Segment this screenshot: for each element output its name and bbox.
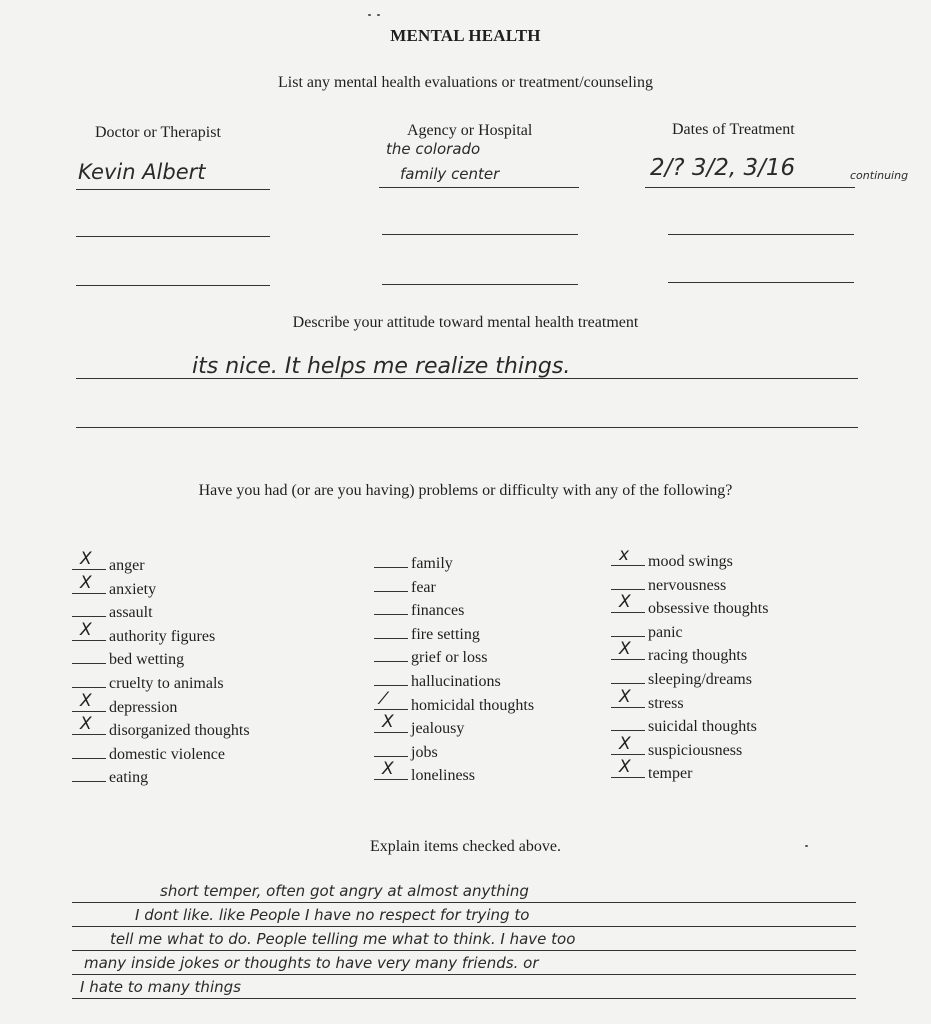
- agency-line-3: [382, 284, 578, 285]
- problem-label: domestic violence: [109, 745, 225, 763]
- checkbox-blank[interactable]: [611, 686, 645, 708]
- problem-label: anger: [109, 557, 145, 574]
- problem-label: racing thoughts: [648, 647, 748, 665]
- problem-label: assault: [109, 604, 153, 622]
- explain-line-5: [72, 998, 856, 999]
- problem-fear[interactable]: [374, 577, 436, 599]
- checkbox-blank[interactable]: [374, 577, 408, 592]
- problem-authority-figures[interactable]: [72, 619, 216, 648]
- attitude-line-1: [76, 378, 858, 379]
- checkbox-blank[interactable]: [374, 712, 408, 733]
- checkbox-blank[interactable]: [72, 714, 106, 735]
- check-mark: x: [619, 545, 630, 565]
- checkbox-blank[interactable]: [611, 716, 645, 731]
- problem-label: family: [411, 555, 453, 572]
- checkbox-blank[interactable]: [611, 592, 645, 613]
- checkbox-blank[interactable]: [374, 671, 408, 686]
- checkbox-blank[interactable]: [611, 639, 645, 660]
- explain-text-1: short temper, often got angry at almost anything: [160, 882, 529, 900]
- check-mark: X: [619, 757, 631, 778]
- problem-obsessive-thoughts[interactable]: [611, 592, 769, 620]
- evaluations-prompt: List any mental health evaluations or treatment/counseling: [278, 74, 653, 91]
- checkbox-blank[interactable]: [72, 690, 106, 712]
- scan-speck: [805, 845, 808, 847]
- agency-column-header: Agency or Hospital: [407, 122, 533, 139]
- check-mark: X: [382, 759, 394, 780]
- explain-line-1: [72, 902, 856, 903]
- attitude-answer: its nice. It helps me realize things.: [192, 354, 571, 379]
- check-mark: X: [80, 690, 92, 711]
- explain-line-3: [72, 950, 856, 951]
- problem-label: loneliness: [411, 767, 475, 785]
- agency-entry-line1: the colorado: [386, 140, 481, 158]
- checkbox-blank[interactable]: [72, 649, 106, 664]
- doctor-column-header: Doctor or Therapist: [95, 124, 221, 141]
- problem-label: sleeping/dreams: [648, 671, 752, 688]
- check-mark: X: [619, 639, 631, 660]
- dates-column-header: Dates of Treatment: [672, 121, 795, 138]
- checkbox-blank[interactable]: [72, 602, 106, 617]
- explain-line-4: [72, 974, 856, 975]
- doctor-line-1: [76, 189, 270, 190]
- agency-line-2: [382, 234, 578, 235]
- explain-text-2: I dont like. like People I have no respect for trying to: [135, 906, 530, 924]
- problem-disorganized-thoughts[interactable]: [72, 714, 250, 742]
- problem-suicidal-thoughts[interactable]: [611, 716, 757, 738]
- problem-label: fire setting: [411, 625, 480, 643]
- explain-text-5: I hate to many things: [80, 978, 241, 996]
- doctor-line-2: [76, 236, 270, 237]
- problem-label: disorganized thoughts: [109, 722, 250, 740]
- problem-hallucinations[interactable]: [374, 671, 501, 693]
- checkbox-blank[interactable]: [72, 619, 106, 641]
- attitude-prompt: Describe your attitude toward mental health treatment: [292, 314, 639, 331]
- explain-text-4: many inside jokes or thoughts to have very many friends. or: [84, 954, 539, 972]
- check-mark: X: [619, 686, 631, 707]
- check-mark: X: [80, 572, 92, 593]
- problem-label: jobs: [411, 743, 438, 761]
- dates-entry: 2/? 3/2, 3/16: [650, 155, 796, 181]
- problem-stress[interactable]: [611, 686, 684, 715]
- problem-label: homicidal thoughts: [411, 696, 535, 714]
- checkbox-blank[interactable]: [72, 767, 106, 782]
- problem-label: suicidal thoughts: [648, 718, 757, 736]
- problem-label: finances: [411, 602, 465, 620]
- checkbox-blank[interactable]: [374, 647, 408, 662]
- problem-label: temper: [648, 765, 693, 783]
- problem-finances[interactable]: [374, 600, 464, 622]
- checkbox-blank[interactable]: [72, 744, 106, 759]
- problem-label: mood swings: [648, 553, 733, 570]
- problem-sleeping-dreams[interactable]: [611, 669, 752, 691]
- dates-line-1: [645, 187, 855, 188]
- explain-line-2: [72, 926, 856, 927]
- form-title: MENTAL HEALTH: [390, 26, 541, 45]
- check-mark: X: [80, 619, 92, 640]
- problems-prompt: Have you had (or are you having) problems or difficulty with any of the following?: [198, 482, 733, 499]
- problem-loneliness[interactable]: [374, 759, 475, 787]
- problem-grief-or-loss[interactable]: [374, 647, 487, 669]
- attitude-line-2: [76, 427, 858, 428]
- checkbox-blank[interactable]: [374, 688, 408, 710]
- checkbox-blank[interactable]: [72, 673, 106, 688]
- problem-label: anxiety: [109, 580, 157, 598]
- problem-label: jealousy: [411, 720, 465, 738]
- problem-jealousy[interactable]: [374, 712, 465, 740]
- problem-label: authority figures: [109, 627, 216, 645]
- checkbox-blank[interactable]: [374, 624, 408, 639]
- check-mark: X: [619, 592, 631, 613]
- checkbox-blank[interactable]: [374, 600, 408, 615]
- problem-label: stress: [648, 694, 684, 712]
- checkbox-blank[interactable]: [611, 757, 645, 778]
- check-mark: X: [80, 549, 92, 569]
- problem-label: eating: [109, 769, 149, 787]
- agency-line-1: [379, 187, 579, 188]
- agency-entry-line2: family center: [400, 165, 500, 183]
- problem-temper[interactable]: [611, 757, 693, 785]
- explain-text-3: tell me what to do. People telling me what to think. I have too: [110, 930, 576, 948]
- problem-label: nervousness: [648, 576, 727, 594]
- problem-domestic-violence[interactable]: [72, 744, 225, 766]
- doctor-entry: Kevin Albert: [78, 160, 206, 184]
- checkbox-blank[interactable]: [72, 549, 106, 570]
- problem-eating[interactable]: [72, 767, 148, 789]
- checkbox-blank[interactable]: [611, 622, 645, 637]
- check-mark: X: [382, 712, 394, 733]
- problem-label: cruelty to animals: [109, 675, 224, 692]
- checkbox-blank[interactable]: [611, 669, 645, 684]
- explain-prompt: Explain items checked above.: [369, 838, 562, 855]
- check-mark: X: [619, 733, 631, 754]
- dates-line-2: [668, 234, 854, 235]
- problem-label: depression: [109, 698, 178, 716]
- scan-speck: [368, 14, 371, 16]
- dates-note: continuing: [850, 169, 909, 182]
- checkbox-blank[interactable]: [611, 733, 645, 755]
- problem-fire-setting[interactable]: [374, 624, 480, 646]
- problem-racing-thoughts[interactable]: [611, 639, 748, 667]
- problem-label: grief or loss: [411, 649, 488, 667]
- problem-cruelty-to-animals[interactable]: [72, 673, 224, 695]
- problem-label: panic: [648, 623, 683, 641]
- check-mark: ⁄: [382, 688, 385, 709]
- dates-line-3: [668, 282, 854, 283]
- check-mark: X: [80, 714, 92, 735]
- problem-label: suspiciousness: [648, 741, 743, 759]
- problem-family[interactable]: [374, 553, 453, 575]
- checkbox-blank[interactable]: [611, 545, 645, 566]
- problem-label: hallucinations: [411, 673, 501, 690]
- doctor-line-3: [76, 285, 270, 286]
- scan-speck: [377, 14, 380, 16]
- problem-bed-wetting[interactable]: [72, 649, 184, 671]
- problem-label: bed wetting: [109, 651, 185, 669]
- problem-label: obsessive thoughts: [648, 600, 769, 618]
- problem-anxiety[interactable]: [72, 572, 157, 601]
- problem-label: fear: [411, 578, 436, 596]
- checkbox-blank[interactable]: [611, 575, 645, 590]
- checkbox-blank[interactable]: [374, 742, 408, 757]
- problem-homicidal-thoughts[interactable]: [374, 688, 535, 717]
- problem-mood-swings[interactable]: [611, 545, 733, 573]
- checkbox-blank[interactable]: [374, 553, 408, 568]
- checkbox-blank[interactable]: [374, 759, 408, 780]
- checkbox-blank[interactable]: [72, 572, 106, 594]
